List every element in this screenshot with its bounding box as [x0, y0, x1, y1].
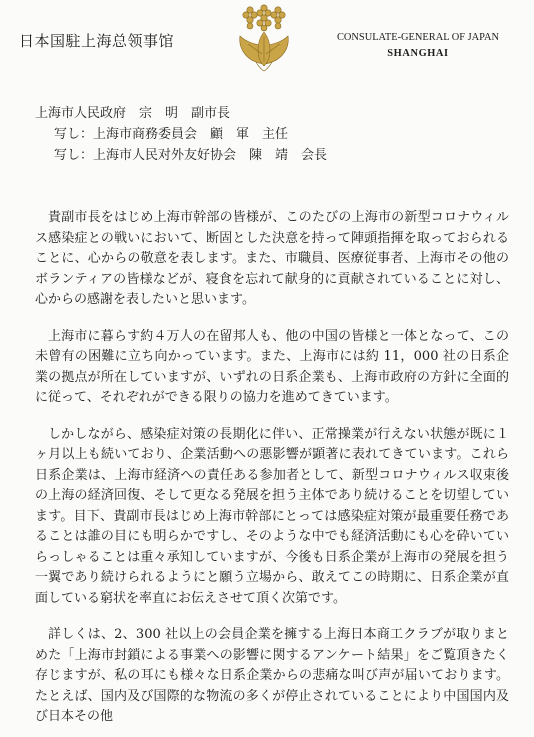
addressee-copy-1: 写し：上海市商務委員会 顧 軍 主任	[54, 127, 289, 142]
paragraph-1: 貴副市長をはじめ上海市幹部の皆様が、このたびの上海市の新型コロナウィルス感染症との戦いにおいて、断固とした決意を持って陣頭指揮を取っておられることに、心からの敬意を表します。また、市職員、医療従事者、上海市その他のボランティアの皆様などが、寝食を忘れて献身的に貢献されていることに対し、心からの感謝を表したいと思います。	[35, 210, 509, 307]
addressee-primary: 上海市人民政府 宗 明 副市長	[35, 106, 231, 121]
consulate-name-english-line1: CONSULATE-GENERAL OF JAPAN	[336, 32, 500, 43]
letterhead	[0, 0, 534, 80]
addressee-copy-2: 写し：上海市人民对外友好协会 陳 靖 会長	[54, 148, 328, 163]
consulate-name-english-line2: SHANGHAI	[387, 48, 449, 59]
consulate-name-japanese: 日本国駐上海总领事馆	[19, 32, 175, 50]
consulate-name-english	[318, 30, 518, 62]
addressee-block	[35, 103, 327, 166]
paragraph-4: 詳しくは、2、300 社以上の会員企業を擁する上海日本商工クラブが取りまとめた「上海市封鎖による事業への影響に関するアンケート結果」をご覧頂きたく存じますが、私の耳にも様々な日系企業からの悲痛な叫び声が届いております。たとえば、国内及び国際的な物流の多くが停止されていることにより中国国内及び日本その他	[35, 627, 509, 724]
paragraph-3: しかしながら、感染症対策の長期化に伴い、正常操業が行えない状態が既に１ヶ月以上も続いており、企業活動への悪影響が顕著に表れてきています。これら日系企業は、上海市経済への責任ある参加者として、新型コロナウィルス収束後の上海の経済回復、そして更なる発展を担う主体であり続けることを切望しています。目下、貴副市長はじめ上海市幹部にとっては感染症対策が最重要任務であることは誰の目にも明らかですし、そのような中でも経済活動にも心を砕いていらっしゃることは重々承知していますが、今後も日系企業が上海市の発展を担う一翼であり続けられるようにと願う立場から、敢えてこの時期に、日系企業が直面している窮状を率直にお伝えさせて頂く次第です。	[35, 426, 509, 606]
paulownia-crest-icon	[234, 4, 294, 72]
paragraph-2: 上海市に暮らす約４万人の在留邦人も、他の中国の皆様と一体となって、この未曾有の困難に立ち向かっています。また、上海市には約 11，000 社の日系企業の拠点が所在していますが、いずれの日系企業も、上海市政府の方針に全面的に従って、それぞれができる限りの協力を進めてきています。	[35, 328, 509, 405]
letter-body	[35, 208, 509, 728]
